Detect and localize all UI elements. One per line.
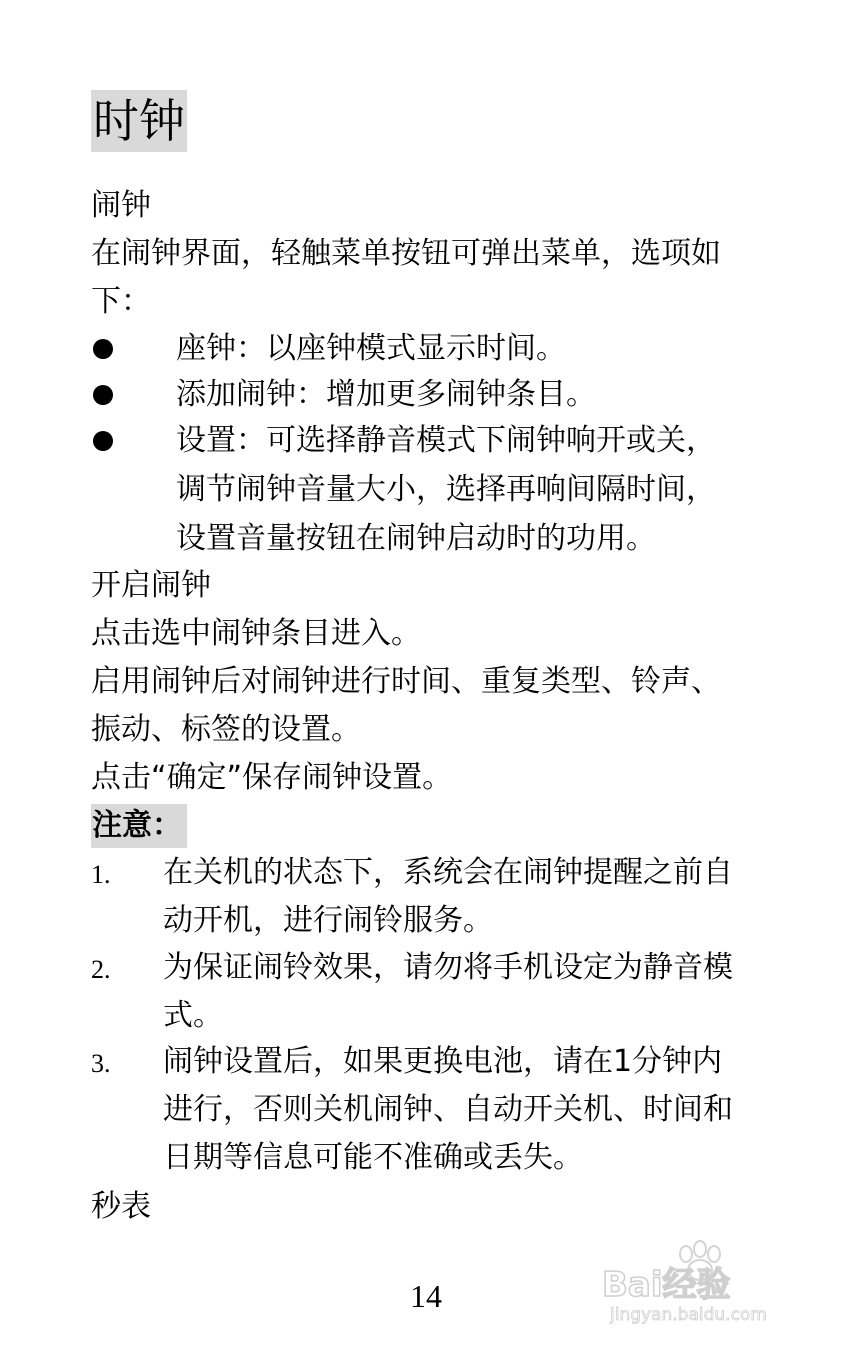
note-1-line-1: 在关机的状态下，系统会在闹钟提醒之前自 — [163, 855, 733, 890]
bullet-dot — [93, 385, 113, 405]
enable-line-1: 点击选中闹钟条目进入。 — [91, 616, 421, 651]
alarm-intro-line-2: 下： — [91, 284, 151, 319]
note-1-line-2: 动开机，进行闹铃服务。 — [163, 903, 493, 938]
bullet-settings-line-3: 设置音量按钮在闹钟启动时的功用。 — [176, 521, 656, 556]
bullet-dot — [93, 339, 113, 359]
note-number: 2. — [91, 955, 111, 984]
alarm-heading: 闹钟 — [91, 188, 151, 223]
page-title: 时钟 — [93, 94, 185, 148]
page-number: 14 — [410, 1278, 442, 1314]
bullet-desk-clock: 座钟：以座钟模式显示时间。 — [176, 331, 566, 366]
alarm-intro-line-1: 在闹钟界面，轻触菜单按钮可弹出菜单，选项如 — [91, 236, 721, 271]
bullet-settings-line-2: 调节闹钟音量大小，选择再响间隔时间， — [176, 472, 716, 507]
note-3-line-1: 闹钟设置后，如果更换电池，请在1分钟内 — [163, 1044, 723, 1079]
stopwatch-heading: 秒表 — [91, 1189, 151, 1224]
note-number: 3. — [91, 1049, 111, 1078]
bullet-add-alarm: 添加闹钟：增加更多闹钟条目。 — [176, 377, 596, 412]
note-number: 1. — [91, 860, 111, 889]
enable-line-2: 启用闹钟后对闹钟进行时间、重复类型、铃声、 — [91, 664, 721, 699]
enable-line-3: 振动、标签的设置。 — [91, 712, 361, 747]
note-2-line-2: 式。 — [163, 998, 223, 1033]
enable-alarm-heading: 开启闹钟 — [91, 568, 211, 603]
note-label: 注意： — [92, 808, 182, 843]
note-3-line-3: 日期等信息可能不准确或丢失。 — [163, 1140, 583, 1175]
watermark-url-text: jingyan.baidu.com — [610, 1305, 767, 1325]
note-2-line-1: 为保证闹铃效果，请勿将手机设定为静音模 — [163, 950, 733, 985]
bullet-settings-line-1: 设置：可选择静音模式下闹钟响开或关， — [176, 423, 716, 458]
watermark-logo-text: Bai经验 — [602, 1265, 731, 1305]
bullet-dot — [93, 431, 113, 451]
note-3-line-2: 进行，否则关机闹钟、自动开关机、时间和 — [163, 1092, 733, 1127]
enable-line-4: 点击“确定”保存闹钟设置。 — [91, 760, 453, 795]
baidu-jingyan-watermark — [600, 1240, 810, 1340]
